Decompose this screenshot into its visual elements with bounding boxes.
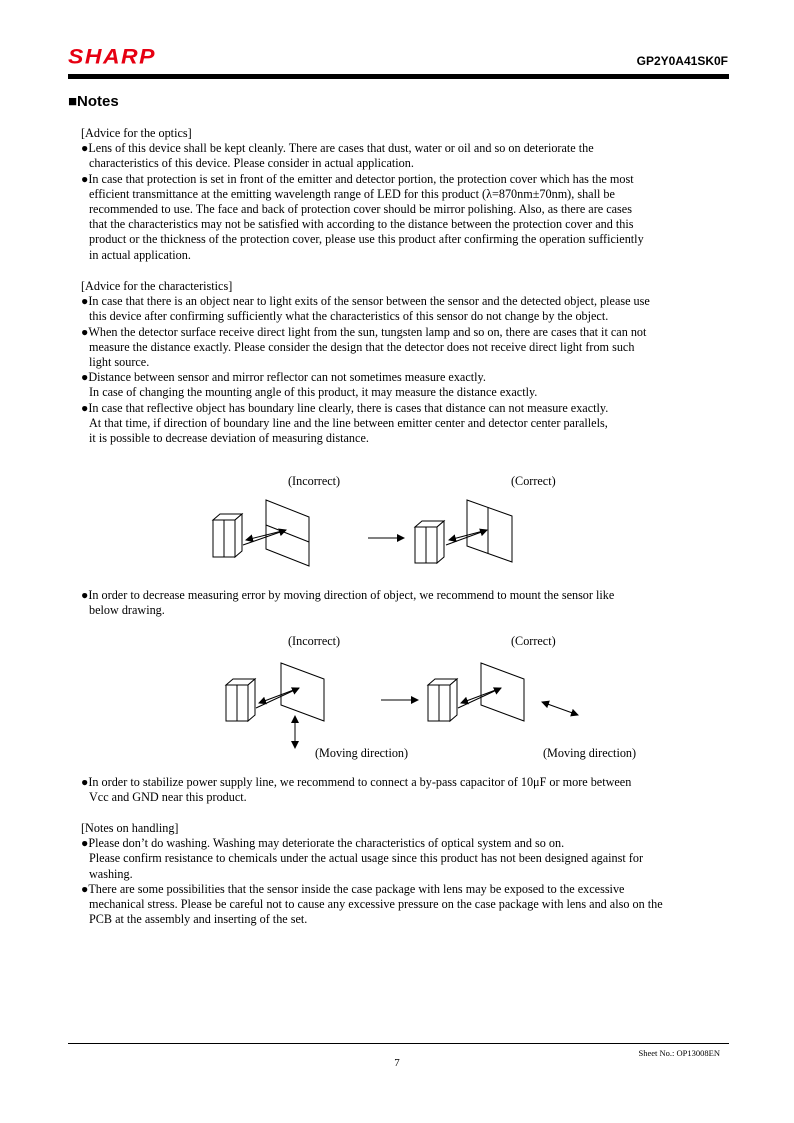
figure2-incorrect-label: (Incorrect) <box>288 634 341 648</box>
footer-rule <box>68 1043 729 1044</box>
section-title: ■Notes <box>68 93 119 110</box>
handling-bullet-continuation: Please confirm resistance to chemicals under the actual usage since this product has not been designed against for washing. <box>89 851 644 881</box>
characteristics-bullet: ●Distance between sensor and mirror reflector can not sometimes measure exactly. In case of changing the mounting angle of this product, it may measure the distance exactly. <box>81 370 538 400</box>
characteristics-bullet: ●In case that there is an object near to light exits of the sensor between the sensor and the detected object, please use this device after confirming sufficiently what the characteristics of this sensor do not change by the object. <box>81 294 650 324</box>
moving-direction-label-right: (Moving direction) <box>543 746 637 760</box>
sensor-icon <box>213 514 242 557</box>
power-note-text: ●In order to stabilize power supply line, we recommend to connect a by-pass capacitor of 10μF or more between Vcc and GND near this product. <box>81 775 632 805</box>
characteristics-bullet: ●In case that reflective object has boundary line clearly, there is cases that distance can not measure exactly. At that time, if direction of boundary line and the line between emitter center and detector center parallels, it is possible to decrease deviation of measuring distance. <box>81 400 609 446</box>
handling-heading: [Notes on handling] <box>81 821 179 835</box>
reflector-icon <box>467 500 512 562</box>
characteristics-heading: [Advice for the characteristics] <box>81 279 233 293</box>
moving-direction-note <box>81 588 731 618</box>
optics-bullet: ●In case that protection is set in front of the emitter and detector portion, the protection cover which has the most efficient transmittance at the emitting wavelength range of LED for this product (λ=870nm±70nm), shall be recommended to use. The face and back of protection cover should be mirror polishing. Also, as there are cases that the characteristics may not be satisfied with according to the distance between the protection cover and this product or the thickness of the protection cover, please use this product after confirming the operation sufficiently in actual application. <box>81 171 644 262</box>
moving-direction-arrow <box>542 702 578 715</box>
sensor-icon <box>226 679 255 721</box>
figure1-correct-label: (Correct) <box>511 474 556 488</box>
power-supply-note <box>81 775 731 805</box>
sharp-logo: SHARP <box>68 44 157 68</box>
reflector-icon <box>481 663 524 721</box>
optics-heading: [Advice for the optics] <box>81 126 192 140</box>
page-number: 7 <box>394 1057 400 1069</box>
handling-bullet: ●Please don’t do washing. Washing may deteriorate the characteristics of optical system and so on. <box>81 836 565 851</box>
optics-bullet: ●Lens of this device shall be kept cleanly. There are cases that dust, water or oil and so on deteriorate the characteristics of this device. Please consider in actual application. <box>81 141 594 171</box>
characteristics-bullet: ●When the detector surface receive direct light from the sun, tungsten lamp and so on, there are cases that it can not measure the distance exactly. Please consider the design that the detector does not receive direct light from such light source. <box>81 324 647 370</box>
document-id: GP2Y0A41SK0F <box>636 54 728 68</box>
figure2-correct-label: (Correct) <box>511 634 556 648</box>
moving-direction-label-left: (Moving direction) <box>315 746 409 760</box>
sheet-number: Sheet No.: OP13008EN <box>638 1048 720 1058</box>
handling-notes <box>81 821 731 927</box>
moving-note-text: ●In order to decrease measuring error by moving direction of object, we recommend to mount the sensor like below drawing. <box>81 588 615 618</box>
sensor-icon <box>428 679 457 721</box>
handling-bullet: ●There are some possibilities that the sensor inside the case package with lens may be exposed to the excessive mechanical stress. Please be careful not to cause any excessive pressure on the case package with lens and also on the PCB at the assembly and inserting of the set. <box>81 881 663 927</box>
figure1-incorrect-label: (Incorrect) <box>288 474 341 488</box>
sensor-icon <box>415 521 444 563</box>
